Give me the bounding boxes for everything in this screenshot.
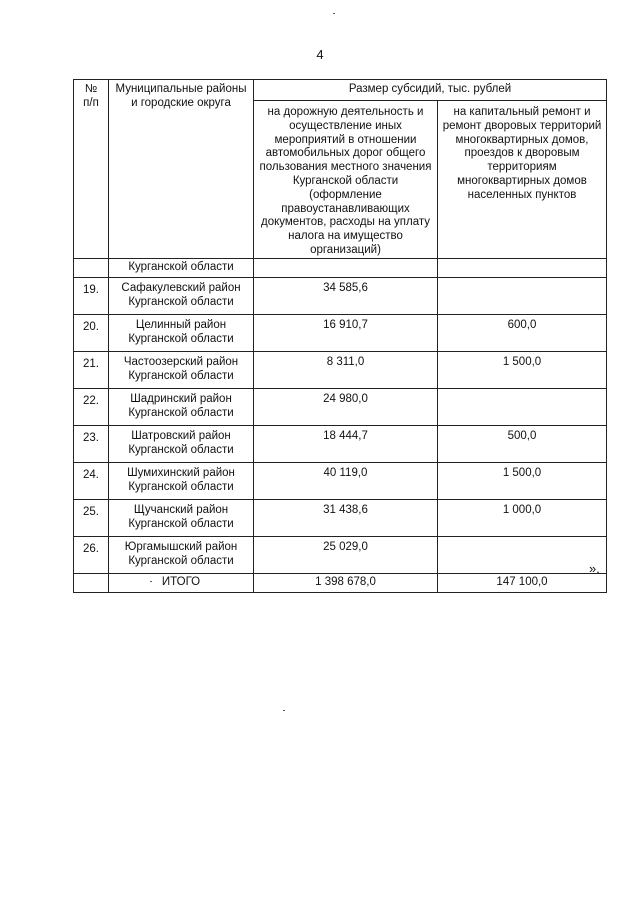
row-district — [109, 536, 254, 573]
row-repair-subsidy — [438, 536, 607, 573]
row-district — [109, 277, 254, 314]
row-number: 19. — [74, 277, 109, 314]
scan-speck — [283, 710, 285, 711]
row-district — [109, 499, 254, 536]
row-repair-subsidy — [438, 277, 607, 314]
scan-speck — [333, 13, 335, 14]
row-repair-subsidy: 1 000,0 — [438, 499, 607, 536]
total-road: 1 398 678,0 — [254, 573, 438, 592]
continuation-num — [74, 258, 109, 277]
page-number: 4 — [316, 47, 324, 62]
closing-quote: ». — [589, 561, 600, 576]
district-region: Курганской области — [128, 480, 234, 493]
row-number: 20. — [74, 314, 109, 351]
table-row — [74, 499, 607, 536]
row-number: 23. — [74, 425, 109, 462]
district-region: Курганской области — [128, 406, 234, 419]
row-district — [109, 425, 254, 462]
table-row — [74, 351, 607, 388]
total-row — [74, 573, 607, 592]
row-road-subsidy: 40 119,0 — [254, 462, 438, 499]
total-label: ИТОГО — [109, 573, 254, 592]
row-district — [109, 388, 254, 425]
continuation-repair — [438, 258, 607, 277]
header-subsidy-size: Размер субсидий, тыс. рублей — [254, 80, 607, 101]
row-road-subsidy: 8 311,0 — [254, 351, 438, 388]
district-name: Сафакулевский район — [121, 281, 241, 294]
table-row — [74, 425, 607, 462]
row-district — [109, 314, 254, 351]
district-name: Целинный район — [135, 318, 227, 331]
district-name: Частоозерский район — [123, 355, 239, 368]
table-row — [74, 536, 607, 573]
header-road-activity: на дорожную деятельность и осуществление иных мероприятий в отношении автомобильных дорог общего пользования местного значения Курганской области (оформление правоустанавливающих документов, расходы на уплату налога на имущество организаций) — [254, 101, 438, 259]
header-num: № п/п — [74, 80, 109, 259]
district-name: Шатровский район — [131, 429, 231, 442]
row-district — [109, 351, 254, 388]
row-number: 25. — [74, 499, 109, 536]
total-num — [74, 573, 109, 592]
subsidy-table — [73, 79, 607, 593]
header-name: Муниципальные районы и городские округа — [109, 80, 254, 259]
row-repair-subsidy: 1 500,0 — [438, 351, 607, 388]
row-number: 21. — [74, 351, 109, 388]
row-road-subsidy: 18 444,7 — [254, 425, 438, 462]
header-yard-repair: на капитальный ремонт и ремонт дворовых территорий многоквартирных домов, проездов к дворовым территориям многоквартирных домов населенных пунктов — [438, 101, 607, 259]
row-district — [109, 462, 254, 499]
table-row — [74, 388, 607, 425]
continuation-name: Курганской области — [109, 258, 254, 277]
row-repair-subsidy — [438, 388, 607, 425]
row-road-subsidy: 34 585,6 — [254, 277, 438, 314]
district-name: Шадринский район — [130, 392, 232, 405]
row-road-subsidy: 25 029,0 — [254, 536, 438, 573]
row-road-subsidy: 24 980,0 — [254, 388, 438, 425]
row-number: 24. — [74, 462, 109, 499]
district-name: Шумихинский район — [127, 466, 235, 479]
continuation-road — [254, 258, 438, 277]
row-road-subsidy: 31 438,6 — [254, 499, 438, 536]
district-region: Курганской области — [128, 332, 234, 345]
table-row — [74, 277, 607, 314]
continuation-row — [74, 258, 607, 277]
row-repair-subsidy: 1 500,0 — [438, 462, 607, 499]
district-name: Юргамышский район — [124, 540, 238, 553]
district-region: Курганской области — [128, 554, 234, 567]
row-road-subsidy: 16 910,7 — [254, 314, 438, 351]
header-row — [74, 80, 607, 101]
row-repair-subsidy: 600,0 — [438, 314, 607, 351]
row-number: 26. — [74, 536, 109, 573]
table-row — [74, 462, 607, 499]
row-number: 22. — [74, 388, 109, 425]
district-name: Щучанский район — [133, 503, 229, 516]
district-region: Курганской области — [128, 369, 234, 382]
district-region: Курганской области — [128, 443, 234, 456]
table-row — [74, 314, 607, 351]
scan-speck — [150, 581, 152, 582]
row-repair-subsidy: 500,0 — [438, 425, 607, 462]
total-repair: 147 100,0 — [438, 573, 607, 592]
district-region: Курганской области — [128, 295, 234, 308]
district-region: Курганской области — [128, 517, 234, 530]
